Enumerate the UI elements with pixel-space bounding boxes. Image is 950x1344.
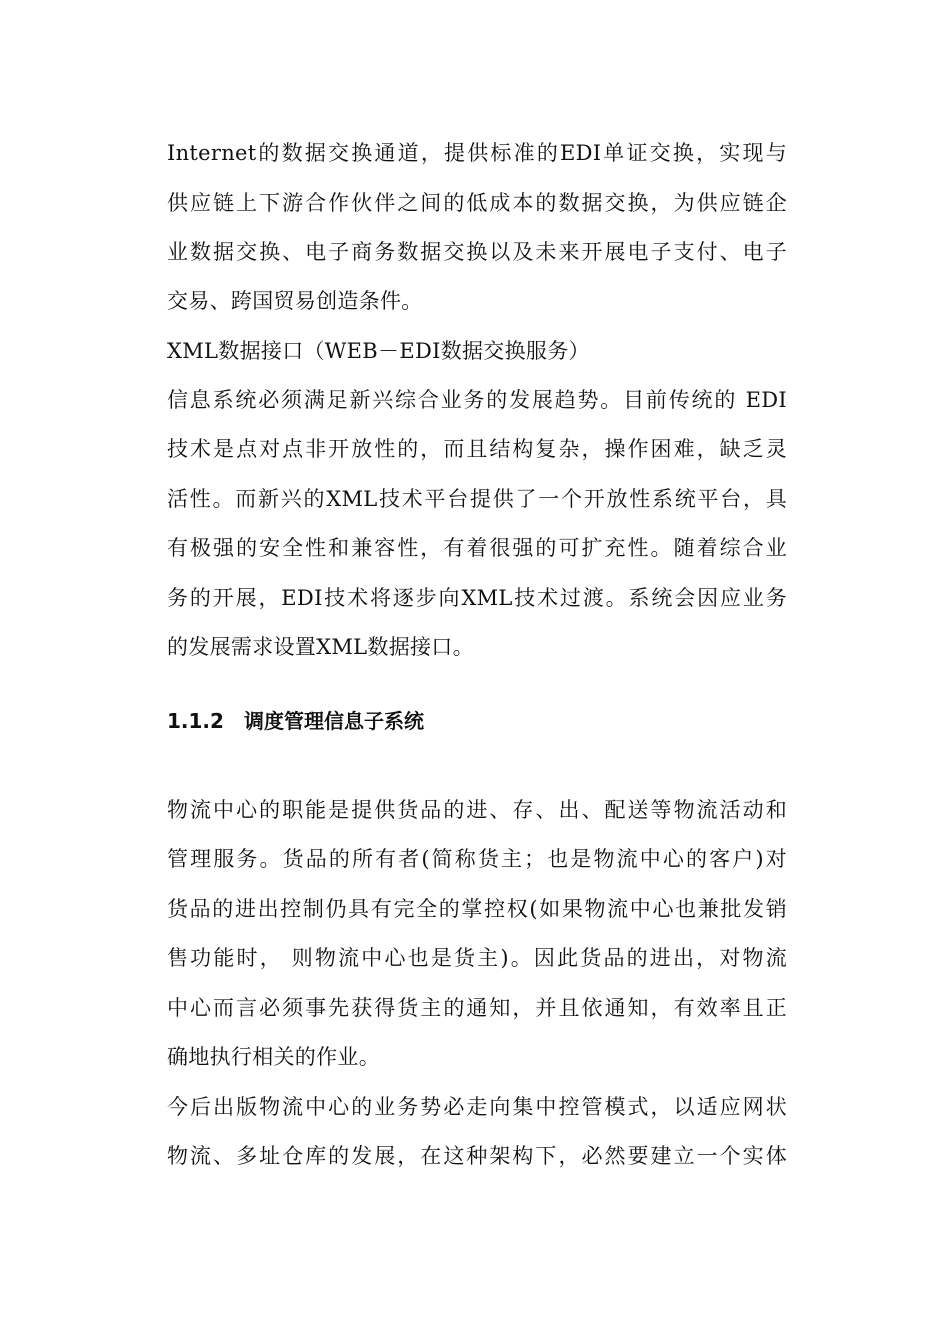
paragraph-line: Internet的数据交换通道，提供标准的EDI单证交换，实现与 [167, 141, 787, 165]
section-number: 1.1.2 [167, 709, 224, 733]
paragraph-line: 供应链上下游合作伙伴之间的低成本的数据交换，为供应链企 [167, 191, 787, 215]
paragraph-line: 技术是点对点非开放性的，而且结构复杂，操作困难，缺乏灵 [167, 437, 787, 461]
paragraph-line: 管理服务。货品的所有者(简称货主；也是物流中心的客户)对 [167, 847, 787, 871]
paragraph-line: 确地执行相关的作业。 [167, 1045, 380, 1069]
paragraph-line: 有极强的安全性和兼容性，有着很强的可扩充性。随着综合业 [167, 536, 787, 560]
paragraph-line: 活性。而新兴的XML技术平台提供了一个开放性系统平台，具 [167, 487, 787, 511]
subtitle: XML数据接口（WEB－EDI数据交换服务） [167, 339, 590, 363]
paragraph-line: 信息系统必须满足新兴综合业务的发展趋势。目前传统的 EDI [167, 388, 787, 412]
section-heading [167, 706, 424, 736]
paragraph-line: 物流、多址仓库的发展，在这种架构下，必然要建立一个实体 [167, 1144, 787, 1168]
paragraph-line: 今后出版物流中心的业务势必走向集中控管模式，以适应网状 [167, 1095, 787, 1119]
paragraph-line: 业数据交换、电子商务数据交换以及未来开展电子支付、电子 [167, 240, 787, 264]
paragraph-line: 的发展需求设置XML数据接口。 [167, 635, 474, 659]
paragraph-line: 售功能时， 则物流中心也是货主)。因此货品的进出，对物流 [167, 946, 787, 970]
paragraph-line: 中心而言必须事先获得货主的通知，并且依通知，有效率且正 [167, 996, 787, 1020]
paragraph-line: 货品的进出控制仍具有完全的掌控权(如果物流中心也兼批发销 [167, 897, 787, 921]
section-title: 调度管理信息子系统 [244, 709, 424, 733]
paragraph-line: 务的开展，EDI技术将逐步向XML技术过渡。系统会因应业务 [167, 586, 787, 610]
paragraph-line: 物流中心的职能是提供货品的进、存、出、配送等物流活动和 [167, 798, 787, 822]
paragraph-line: 交易、跨国贸易创造条件。 [167, 289, 423, 313]
